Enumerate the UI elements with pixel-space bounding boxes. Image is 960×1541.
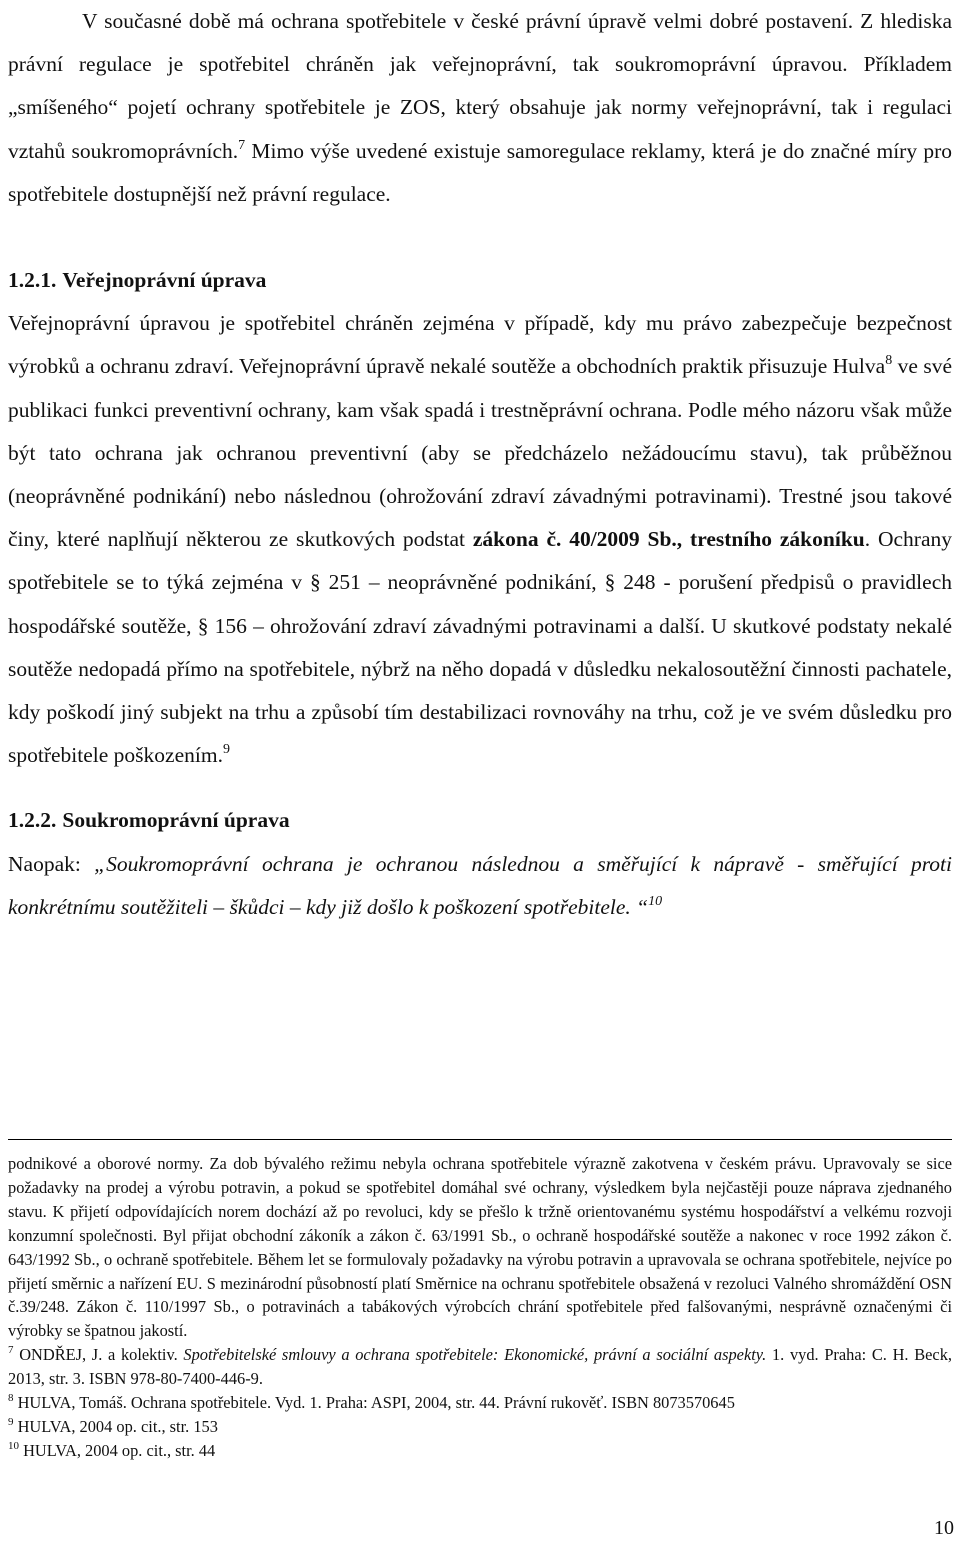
spacer xyxy=(8,216,952,259)
footnote-publication: 1. vyd. Praha: C. H. Beck, 2013, str. 3. ISBN 978-80-7400-446-9. xyxy=(8,1345,952,1389)
intro-paragraph xyxy=(8,0,952,216)
quote-close: “ xyxy=(630,894,649,919)
section1-text-b: ve své publikaci funkci preventivní ochrany, kam však spadá i trestněprávní ochrana. Podle mého názoru však může být tato ochrana jak ochranou preventivní (aby se předcházelo nežádoucímu stavu), tak průběžnou (neoprávněné podnikání) nebo následnou (ohrožování zdraví závadnými potravinami). Trestné jsou takové činy, které naplňují některou ze skutkových podstat xyxy=(8,354,953,552)
footnotes xyxy=(8,1152,952,1463)
section1-text-a: Veřejnoprávní úpravou je spotřebitel chráněn zejména v případě, kdy mu právo zabezpečuje bezpečnost výrobků a ochranu zdraví. Veřejnoprávní úpravě nekalé soutěže a obchodních praktik přisuzuje Hulva xyxy=(8,311,952,379)
footnote-ref-7[interactable]: 7 xyxy=(238,137,246,153)
footnote-text: HULVA, 2004 op. cit., str. 44 xyxy=(19,1440,216,1460)
footnote-book-title: Spotřebitelské smlouvy a ochrana spotřebitele: Ekonomické, právní a sociální aspekty. xyxy=(183,1345,767,1365)
section2-quote: „Soukromoprávní ochrana je ochranou následnou a směřující k nápravě - směřující proti konkrétnímu soutěžiteli – škůdci – kdy již došlo k poškození spotřebitele. xyxy=(8,851,952,919)
footnote-continued: podnikové a oborové normy. Za dob bývalého režimu nebyla ochrana spotřebitele výrazně zakotvena v českém právu. Upravovaly se sice požadavky na prodej a výrobu potravin, a pokud se spotřebitel domáhal své ochrany, výsledkem byla nejčastěji pouze náprava zjednaného stavu. K přijetí odpovídajících norem dochází až po revoluci, kdy se přešlo k tržně orientovanému systému hospodářství a velkému rozvoji konzumní společnosti. Byl přijat obchodní zákoník a zákon č. 63/1991 Sb., o ochraně hospodářské soutěže a nakonec v roce 1992 zákon č. 643/1992 Sb., o ochraně spotřebitele. Během let se formulovaly požadavky na výrobu potravin a upravovala se ochrana spotřebitele, nejvíce po přijetí směrnic a nařízení EU. S mezinárodní působností platí Směrnice na ochranu spotřebitele obsažená v rezoluci Valného shromáždění OSN č.39/248. Zákon č. 110/1997 Sb., o potravinách a tabákových výrobcích chrání spotřebitele před falšovanými, nesprávně označenými či výrobky se špatnou jakostí. xyxy=(8,1154,952,1341)
section2-paragraph xyxy=(8,843,952,929)
footnote-number: 10 xyxy=(8,1439,19,1452)
footnote-7 xyxy=(8,1343,952,1391)
section-number: 1.2.2. xyxy=(8,808,57,833)
page-body xyxy=(8,0,952,929)
footnote-ref-8[interactable]: 8 xyxy=(885,353,893,369)
footnote-ref-10[interactable]: 10 xyxy=(648,893,663,909)
footnote-ref-9[interactable]: 9 xyxy=(222,742,230,758)
intro-text-a: V současné době má ochrana spotřebitele v české právní úpravě velmi dobré postavení. Z hlediska právní regulace je spotřebitel chráněn jak veřejnoprávní, tak soukromoprávní úpravou. Příkladem „smíšeného“ pojetí ochrany spotřebitele je ZOS, který obsahuje jak normy veřejnoprávní, tak i regulaci vztahů soukromoprávních. xyxy=(8,9,952,163)
footnote-separator xyxy=(8,1139,952,1140)
section1-paragraph xyxy=(8,302,952,777)
section1-text-c: . Ochrany spotřebitele se to týká zejména v § 251 – neoprávněné podnikání, § 248 - porušení předpisů o pravidlech hospodářské soutěže, § 156 – ohrožování zdraví závadnými potravinami a další. U skutkové podstaty nekalé soutěže nedopadá přímo na spotřebitele, nýbrž na něho dopadá v důsledku nekalosoutěžní činnosti pachatele, kdy poškodí jiný subjekt na trhu a způsobí tím destabilizaci rovnováhy na trhu, což je ve svém důsledku pro spotřebitele poškozením. xyxy=(8,527,952,768)
law-reference: zákona č. 40/2009 Sb., trestního zákoníku xyxy=(472,527,865,552)
footnote-number: 7 xyxy=(8,1344,14,1357)
section-number: 1.2.1. xyxy=(8,268,57,293)
spacer xyxy=(8,777,952,799)
section-heading-1-2-1 xyxy=(8,259,952,302)
footnote-number: 9 xyxy=(8,1415,14,1428)
footnote-text: HULVA, 2004 op. cit., str. 153 xyxy=(13,1416,218,1436)
footnote-10 xyxy=(8,1439,952,1463)
footnote-author: ONDŘEJ, J. a kolektiv. xyxy=(13,1345,184,1365)
footnote-9 xyxy=(8,1415,952,1439)
footnote-text: HULVA, Tomáš. Ochrana spotřebitele. Vyd. 1. Praha: ASPI, 2004, str. 44. Právní rukověť. ISBN 8073570645 xyxy=(13,1393,735,1413)
section-heading-1-2-2 xyxy=(8,799,952,842)
section-title: Veřejnoprávní úprava xyxy=(62,268,267,293)
page-number: 10 xyxy=(934,1517,954,1539)
footnote-8 xyxy=(8,1391,952,1415)
intro-text-b: Mimo výše uvedené existuje samoregulace reklamy, která je do značné míry pro spotřebitele dostupnější než právní regulace. xyxy=(8,138,952,206)
section2-lead: Naopak: xyxy=(8,851,95,876)
footnote-number: 8 xyxy=(8,1392,14,1405)
section-title: Soukromoprávní úprava xyxy=(62,808,290,833)
